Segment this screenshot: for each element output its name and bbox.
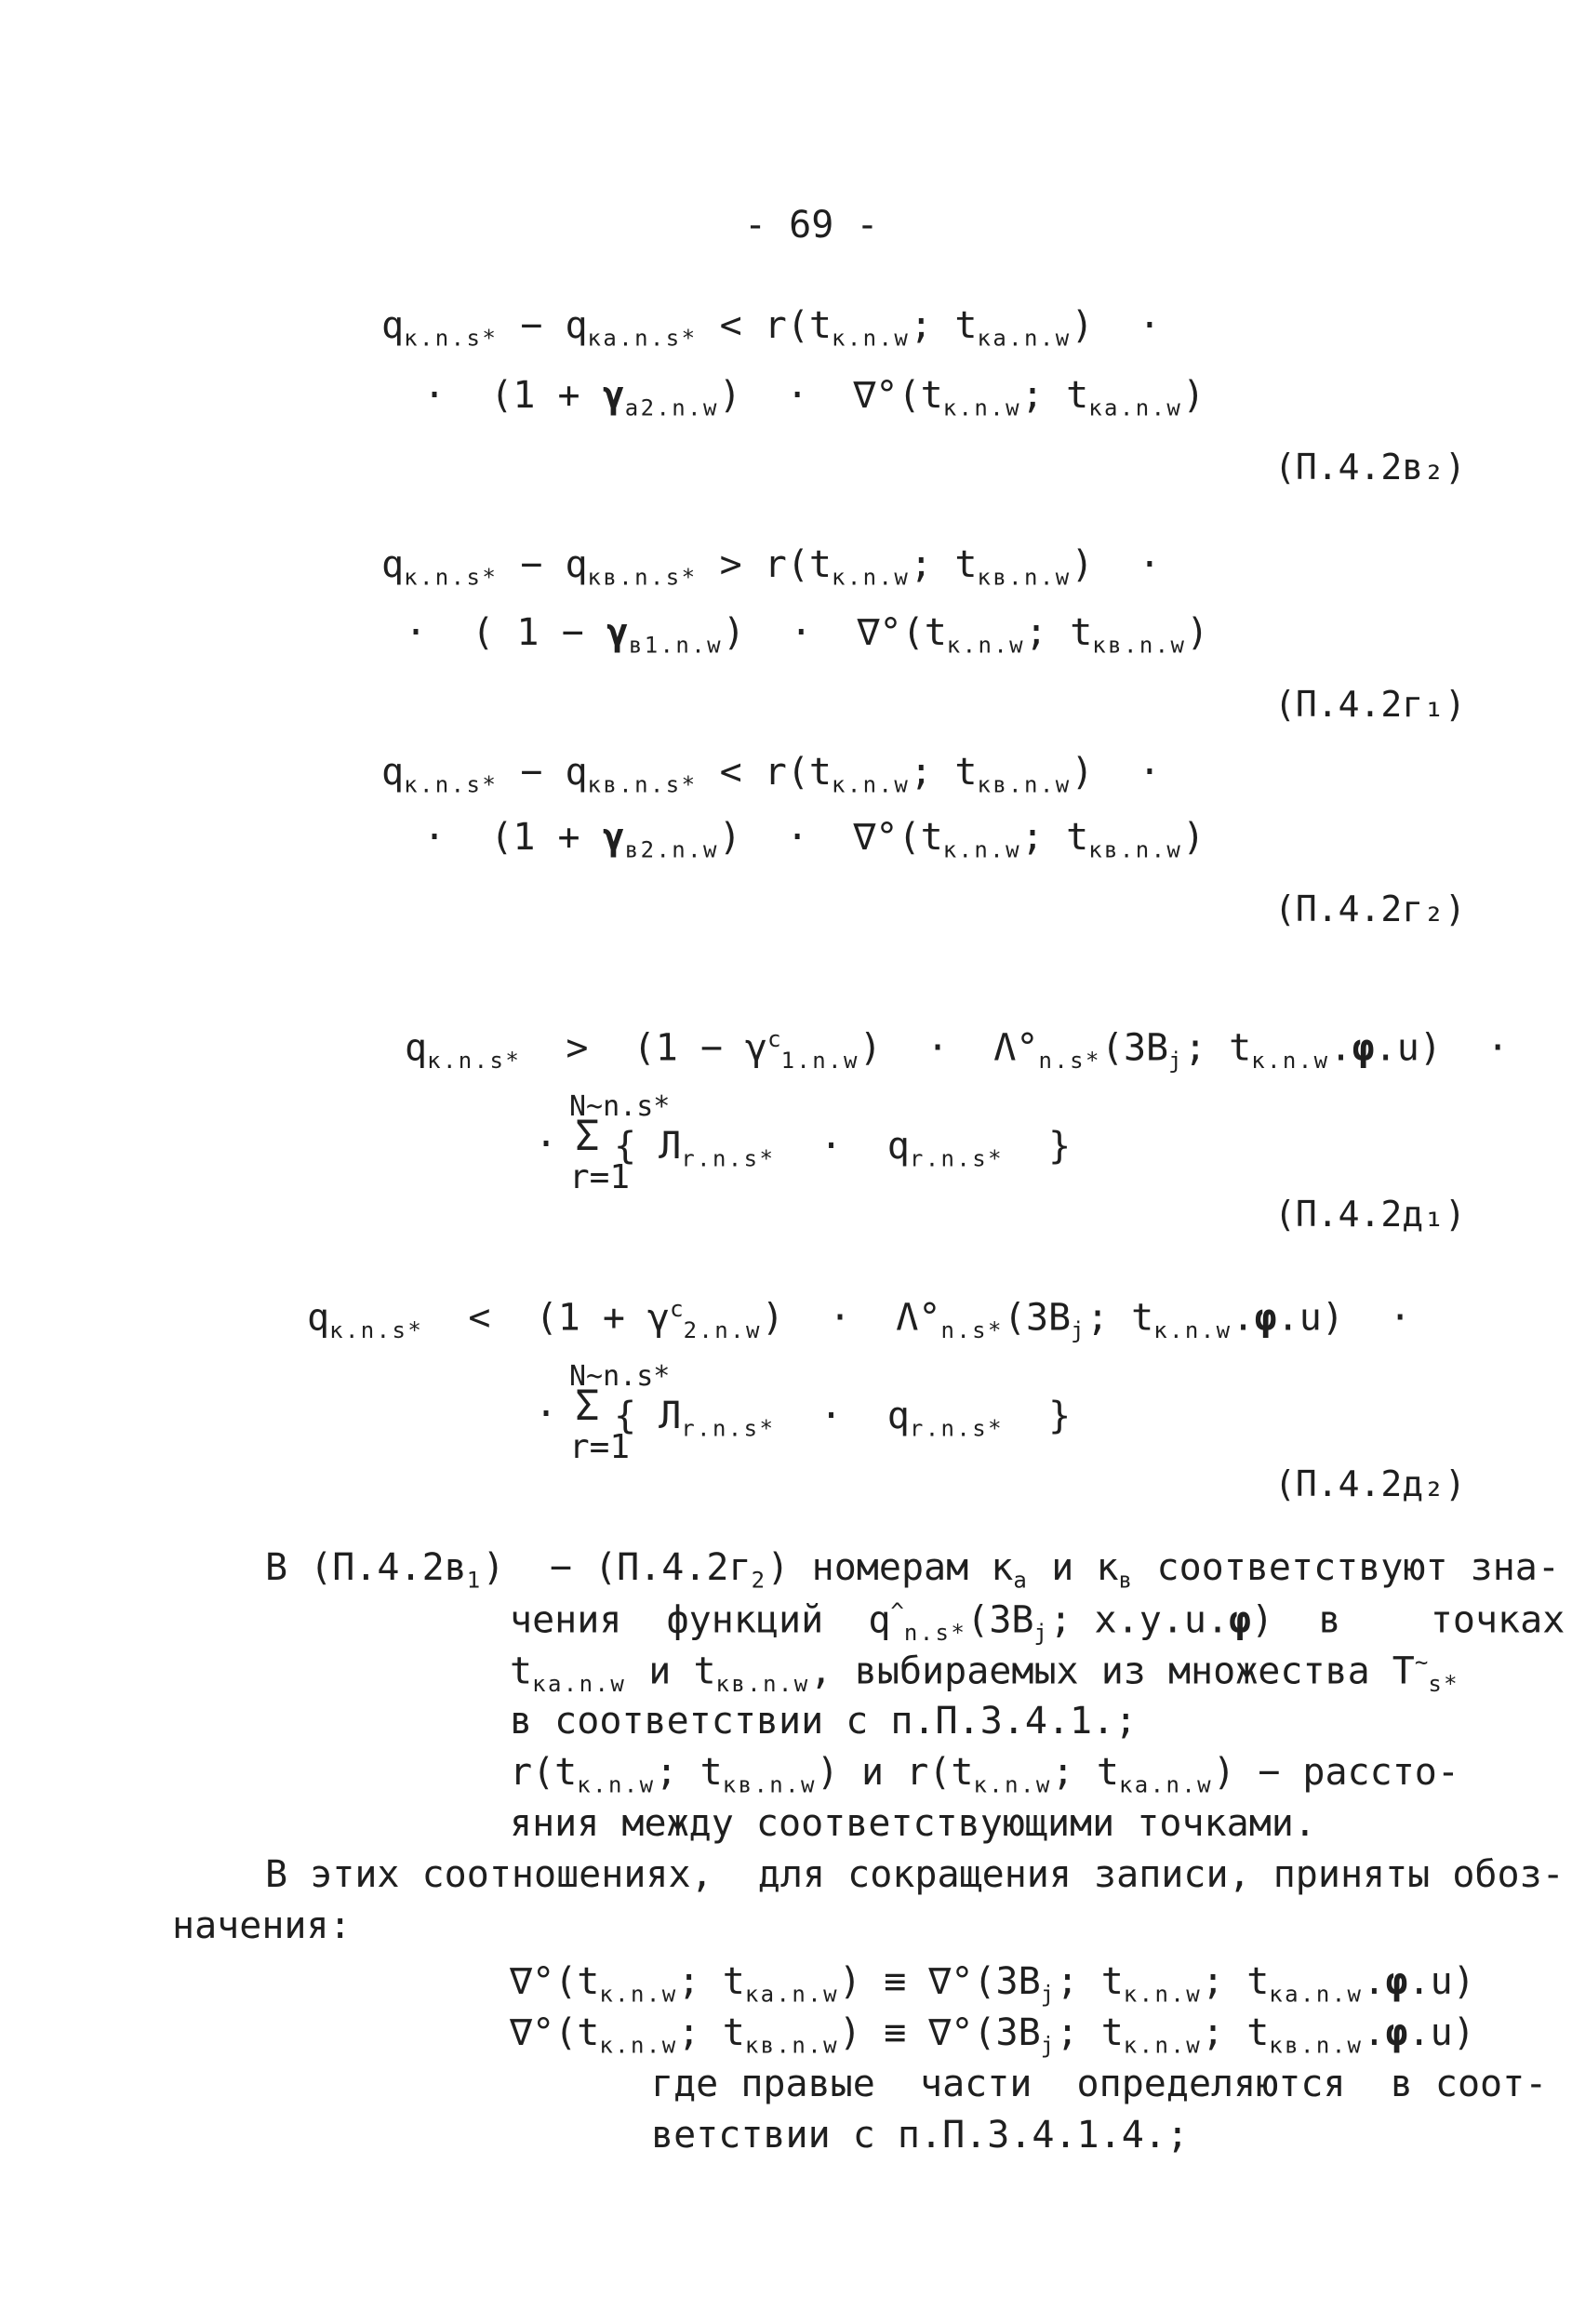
equation-4-line-1: $q_{к.n.s*} > (1 - \gamma^c_{1.n.w}) \cdot \Lambda^\circ_{n.s*}(ЗВ_j$; $t_{к.n.w}.\varphi.u$) · — [405, 1026, 1510, 1074]
paragraph-2-line-2: начения: — [172, 1904, 352, 1947]
paragraph-2-line-1: В этих соотношениях, для сокращения записи, приняты обоз- — [265, 1853, 1565, 1896]
equation-4-sigma: Σ — [575, 1113, 600, 1160]
page-number: - 69 - — [744, 204, 879, 247]
closing-line-2: ветствии с п.П.3.4.1.4.; — [651, 2114, 1189, 2157]
equation-4-tag: (П.4.2д₁) — [1274, 1194, 1466, 1235]
equation-3-line-2: · $(1 + \gamma_{в2.n.w}) \cdot \nabla^\circ(t_{к.n.w}$; $t_{кв.n.w}$) — [423, 816, 1206, 863]
definition-1: $\nabla^\circ(t_{к.n.w}$; $t_{кa.n.w}) \equiv \nabla^\circ(ЗВ_j$; $t_{к.n.w}$; $t_{кa.n.w}.\varphi.u$) — [510, 1960, 1475, 2008]
paragraph-1-line-2: чения функций $q^{\^{}}_{n.s*}(ЗВ_j$; x.y.u.φ) в точках — [510, 1598, 1565, 1646]
equation-4-sum-upper: N~n.s* — [569, 1090, 671, 1123]
equation-5-line-1: $q_{к.n.s*} < (1 + \gamma^c_{2.n.w}) \cdot \Lambda^\circ_{n.s*}(ЗВ_j$; $t_{к.n.w}.\varphi.u$) · — [307, 1296, 1412, 1343]
equation-5-sum-dot: · — [535, 1393, 558, 1436]
equation-1-line-2: · $(1 + \gamma_{a2.n.w}) \cdot \nabla^\circ(t_{к.n.w}$; $t_{кa.n.w}$) — [423, 374, 1206, 421]
equation-5-line-2: { $Л_{r.n.s*} \cdot q_{r.n.s*}$ } — [614, 1395, 1072, 1442]
equation-5-sum-lower: r=1 — [569, 1428, 631, 1466]
paragraph-1-line-3: $t_{кa.n.w}$ и $t_{кв.n.w}$, выбираемых из множества $Т^\sim_{s*}$ — [510, 1650, 1460, 1697]
paragraph-1-line-4: в соответствии с п.П.3.4.1.; — [510, 1700, 1138, 1743]
equation-1-tag: (П.4.2в₂) — [1274, 447, 1466, 488]
equation-5-sigma: Σ — [575, 1382, 600, 1430]
equation-2-tag: (П.4.2г₁) — [1274, 684, 1466, 725]
equation-3-line-1: $q_{к.n.s*} - q_{кв.n.s*} < r(t_{к.n.w}$; $t_{кв.n.w}$) · — [381, 751, 1161, 798]
equation-4-sum-dot: · — [535, 1123, 558, 1166]
equation-2-line-1: $q_{к.n.s*} - q_{кв.n.s*} > r(t_{к.n.w}$; $t_{кв.n.w}$) · — [381, 543, 1161, 591]
equation-4-sum-lower: r=1 — [569, 1158, 631, 1196]
closing-line-1: где правые части определяются в соот- — [651, 2063, 1548, 2105]
equation-3-tag: (П.4.2г₂) — [1274, 888, 1466, 929]
paragraph-1-line-5: $r(t_{к.n.w}$; $t_{кв.n.w}$) и $r(t_{к.n.w}$; $t_{кa.n.w}$) − рассто- — [510, 1751, 1459, 1798]
definition-2: $\nabla^\circ(t_{к.n.w}$; $t_{кв.n.w}) \equiv \nabla^\circ(ЗВ_j$; $t_{к.n.w}$; $t_{кв.n.w}.\varphi.u$) — [510, 2011, 1475, 2059]
equation-5-tag: (П.4.2д₂) — [1274, 1463, 1466, 1504]
equation-4-line-2: { $Л_{r.n.s*} \cdot q_{r.n.s*}$ } — [614, 1125, 1072, 1172]
paragraph-1-line-1: В $(П.4.2в_1) - (П.4.2г_2)$ номерам $к_a$ и $к_в$ соответствуют зна- — [265, 1546, 1560, 1594]
paragraph-1-line-6: яния между соответствующими точками. — [510, 1802, 1316, 1845]
equation-2-line-2: · ( $1 - \gamma_{в1.n.w}) \cdot \nabla^\circ(t_{к.n.w}$; $t_{кв.n.w}$) — [405, 611, 1209, 659]
equation-5-sum-upper: N~n.s* — [569, 1360, 671, 1393]
equation-1-line-1: $q_{к.n.s*} - q_{кa.n.s*} < r(t_{к.n.w}$; $t_{кa.n.w}$) · — [381, 304, 1161, 352]
